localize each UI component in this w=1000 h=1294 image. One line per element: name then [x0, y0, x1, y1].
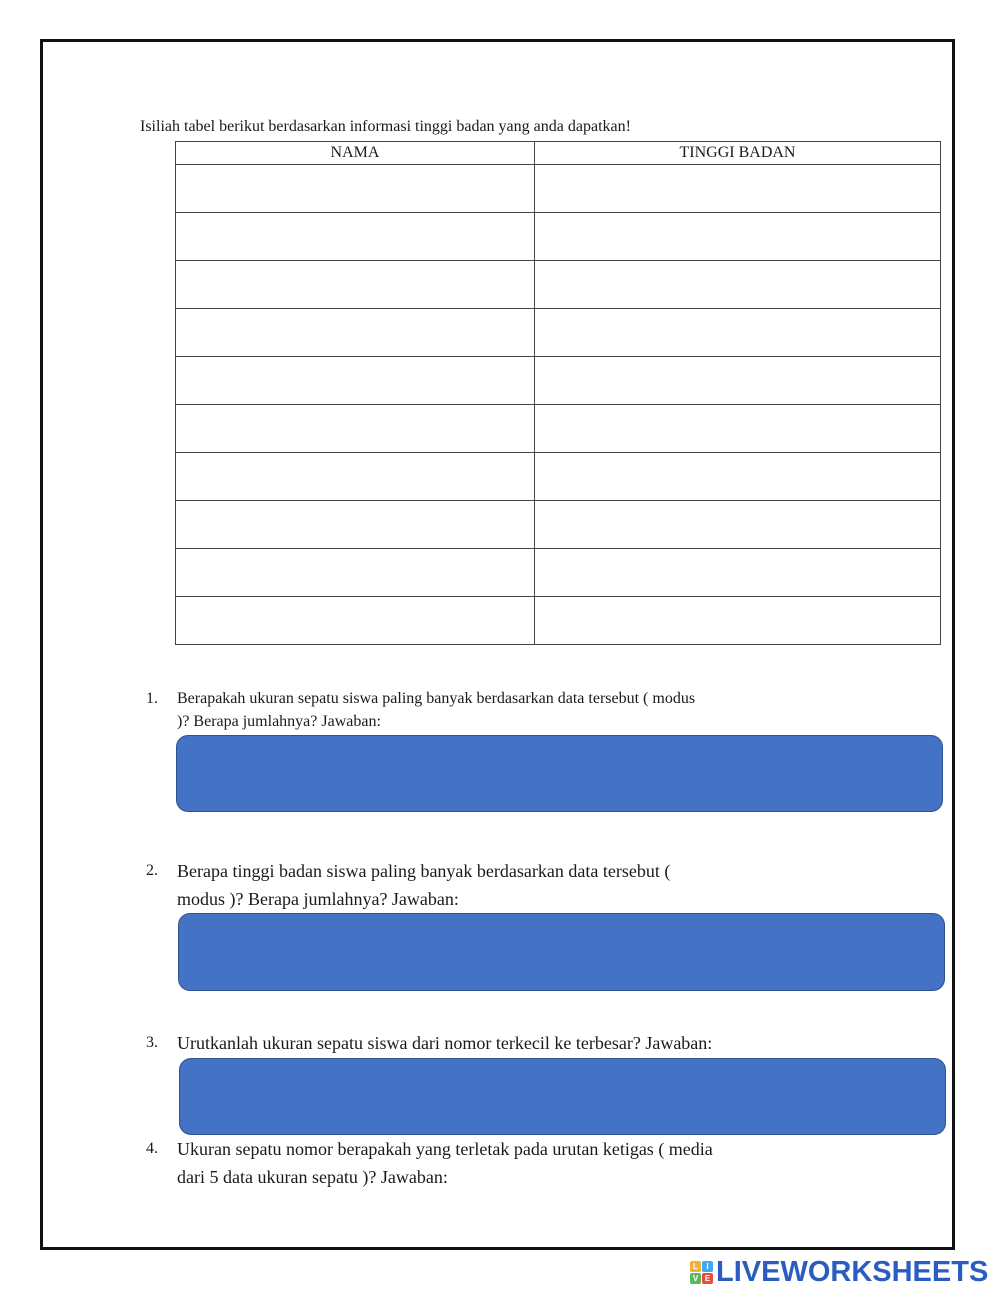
name-cell[interactable] — [176, 165, 535, 213]
answer-box-3[interactable] — [179, 1058, 946, 1135]
name-cell[interactable] — [176, 261, 535, 309]
height-cell[interactable] — [535, 357, 941, 405]
height-cell[interactable] — [535, 549, 941, 597]
height-cell[interactable] — [535, 597, 941, 645]
question-4 — [146, 1135, 786, 1191]
table-row — [176, 501, 941, 549]
height-cell[interactable] — [535, 261, 941, 309]
height-cell[interactable] — [535, 213, 941, 261]
logo-letter: V — [690, 1273, 701, 1284]
height-data-table — [175, 141, 941, 645]
question-text-line1: Urutkanlah ukuran sepatu siswa dari nomor terkecil ke terbesar? Jawaban: — [177, 1033, 713, 1053]
logo-letter: I — [702, 1261, 713, 1272]
name-cell[interactable] — [176, 453, 535, 501]
question-2 — [146, 857, 786, 913]
question-number: 2. — [146, 862, 158, 879]
table-row — [176, 357, 941, 405]
header-tinggi-badan: TINGGI BADAN — [535, 142, 941, 165]
question-number: 4. — [146, 1140, 158, 1157]
table-row — [176, 405, 941, 453]
height-cell[interactable] — [535, 501, 941, 549]
name-cell[interactable] — [176, 309, 535, 357]
brand-name: LIVEWORKSHEETS — [716, 1256, 989, 1288]
height-cell[interactable] — [535, 309, 941, 357]
table-row — [176, 165, 941, 213]
question-3 — [146, 1029, 846, 1057]
liveworksheets-brand — [690, 1257, 988, 1287]
table-row — [176, 597, 941, 645]
instruction-text: Isiliah tabel berikut berdasarkan informasi tinggi badan yang anda dapatkan! — [140, 118, 631, 135]
table-row — [176, 549, 941, 597]
logo-letter: L — [690, 1261, 701, 1272]
answer-box-2[interactable] — [178, 913, 945, 991]
table-header-row — [176, 142, 941, 165]
height-cell[interactable] — [535, 453, 941, 501]
logo-letter: E — [702, 1273, 713, 1284]
table-row — [176, 213, 941, 261]
name-cell[interactable] — [176, 405, 535, 453]
question-1 — [146, 687, 786, 733]
name-cell[interactable] — [176, 213, 535, 261]
liveworksheets-logo-icon — [690, 1261, 713, 1284]
question-text-line1: Berapakah ukuran sepatu siswa paling banyak berdasarkan data tersebut ( modus — [177, 690, 696, 707]
answer-box-1[interactable] — [176, 735, 943, 812]
question-number: 1. — [146, 690, 158, 707]
height-cell[interactable] — [535, 165, 941, 213]
name-cell[interactable] — [176, 357, 535, 405]
question-text-line1: Berapa tinggi badan siswa paling banyak berdasarkan data tersebut ( — [177, 861, 671, 881]
name-cell[interactable] — [176, 597, 535, 645]
table-row — [176, 309, 941, 357]
table-row — [176, 453, 941, 501]
question-text-line2: )? Berapa jumlahnya? Jawaban: — [177, 713, 381, 730]
question-text-line2: dari 5 data ukuran sepatu )? Jawaban: — [177, 1167, 448, 1187]
name-cell[interactable] — [176, 501, 535, 549]
name-cell[interactable] — [176, 549, 535, 597]
height-cell[interactable] — [535, 405, 941, 453]
header-nama: NAMA — [176, 142, 535, 165]
table-row — [176, 261, 941, 309]
question-number: 3. — [146, 1034, 158, 1051]
question-text-line1: Ukuran sepatu nomor berapakah yang terletak pada urutan ketigas ( media — [177, 1139, 713, 1159]
question-text-line2: modus )? Berapa jumlahnya? Jawaban: — [177, 889, 459, 909]
